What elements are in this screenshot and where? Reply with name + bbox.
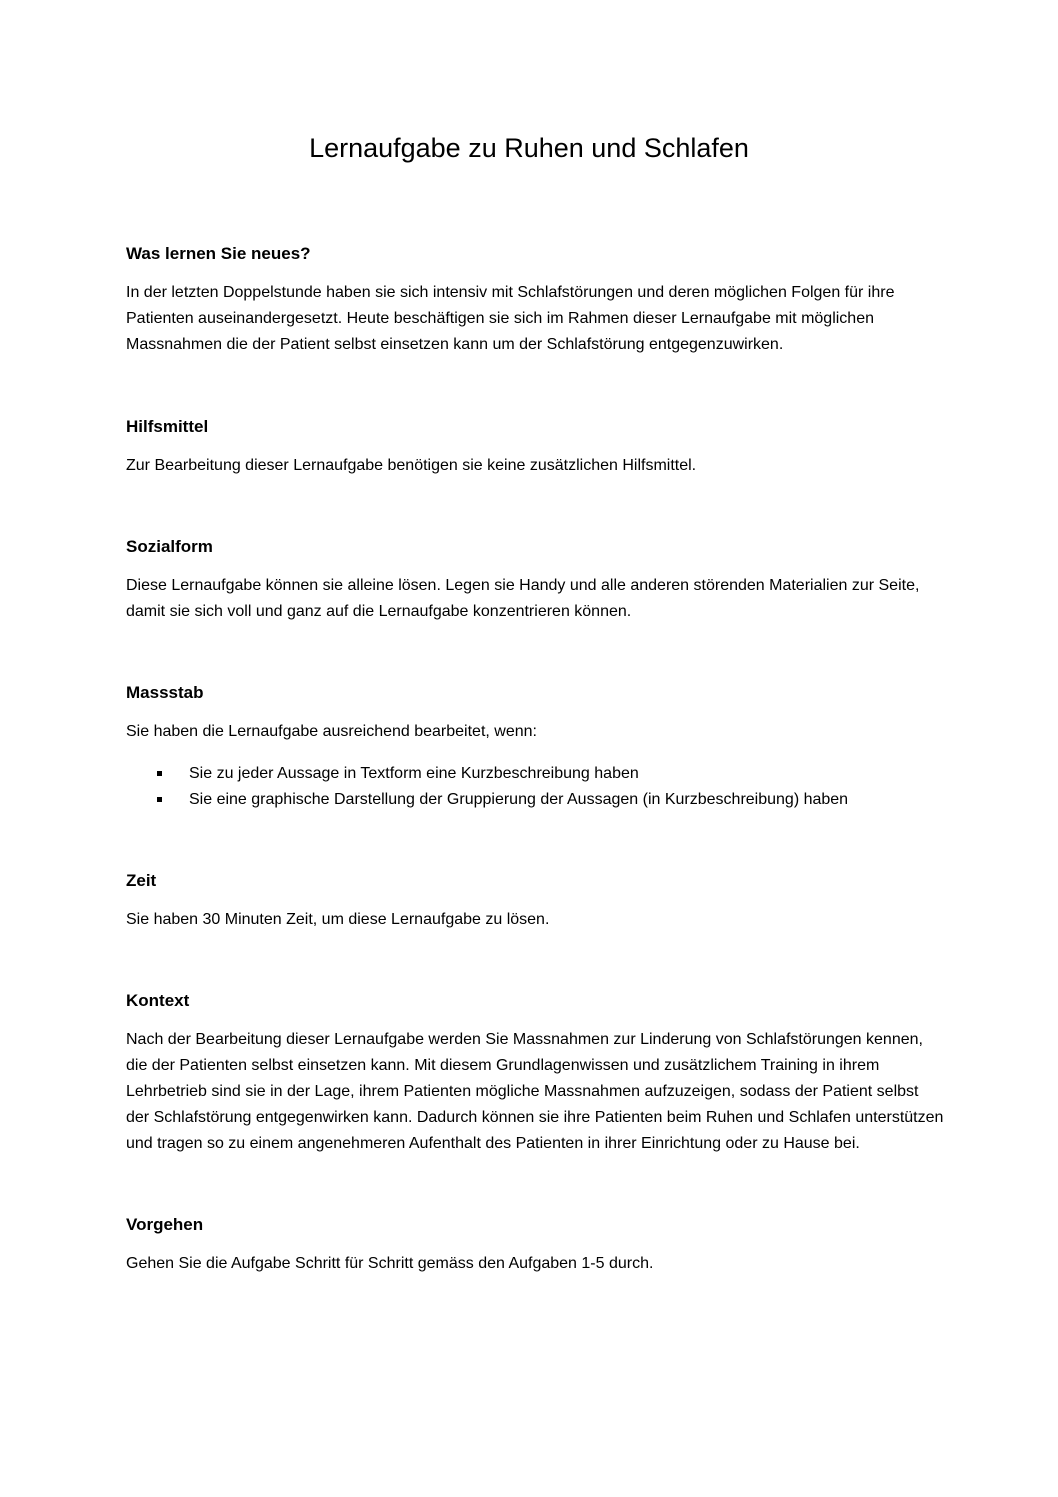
section-paragraph: In der letzten Doppelstunde haben sie sich intensiv mit Schlafstörungen und deren möglichen Folgen für ihre Patienten auseinandergesetzt. Heute beschäftigen sie sich im Rahmen dieser Lernaufgabe mit möglichen Massnahmen die der Patient selbst einsetzen kann um der Schlafstörung entgegenzuwirken. [126,284,895,353]
section-sozialform [126,535,946,625]
section-heading: Zeit [126,871,157,890]
section-paragraph: Zur Bearbeitung dieser Lernaufgabe benötigen sie keine zusätzlichen Hilfsmittel. [126,457,697,474]
section-paragraph: Sie haben 30 Minuten Zeit, um diese Lernaufgabe zu lösen. [126,911,550,928]
section-paragraph: Nach der Bearbeitung dieser Lernaufgabe werden Sie Massnahmen zur Linderung von Schlafstörungen kennen, die der Patienten selbst einsetzen kann. Mit diesem Grundlagenwissen und zusätzlichem Training in ihrem Lehrbetrieb sind sie in der Lage, ihrem Patienten mögliche Massnahmen aufzuzeigen, sodass der Patient selbst der Schlafstörung entgegenwirken kann. Dadurch können sie ihre Patienten beim Ruhen und Schlafen unterstützen und tragen so zu einem angenehmeren Aufenthalt des Patienten in ihrer Einrichtung oder zu Hause bei. [126,1031,944,1152]
section-heading: Kontext [126,991,190,1010]
bullet-square-icon [157,771,162,776]
section-heading: Massstab [126,683,204,702]
section-paragraph: Diese Lernaufgabe können sie alleine lösen. Legen sie Handy und alle anderen störenden Materialien zur Seite, damit sie sich voll und ganz auf die Lernaufgabe konzentrieren können. [126,577,920,620]
section-heading: Was lernen Sie neues? [126,244,311,263]
section-paragraph: Gehen Sie die Aufgabe Schritt für Schritt gemäss den Aufgaben 1-5 durch. [126,1255,654,1272]
section-was-lernen-sie-neues [126,242,946,358]
section-heading: Hilfsmittel [126,417,209,436]
bullet-square-icon [157,797,162,802]
list-item [126,787,946,813]
section-heading: Sozialform [126,537,213,556]
section-kontext [126,989,946,1157]
list-item-text: Sie zu jeder Aussage in Textform eine Kurzbeschreibung haben [189,765,639,782]
document-body [126,242,946,1277]
list-item-text: Sie eine graphische Darstellung der Gruppierung der Aussagen (in Kurzbeschreibung) haben [189,791,849,808]
section-hilfsmittel [126,415,946,479]
section-massstab [126,681,946,813]
section-vorgehen [126,1213,946,1277]
section-paragraph: Sie haben die Lernaufgabe ausreichend bearbeitet, wenn: [126,723,537,740]
criteria-list [126,761,946,813]
section-zeit [126,869,946,933]
section-heading: Vorgehen [126,1215,204,1234]
document-title: Lernaufgabe zu Ruhen und Schlafen [309,133,749,163]
list-item [126,761,946,787]
